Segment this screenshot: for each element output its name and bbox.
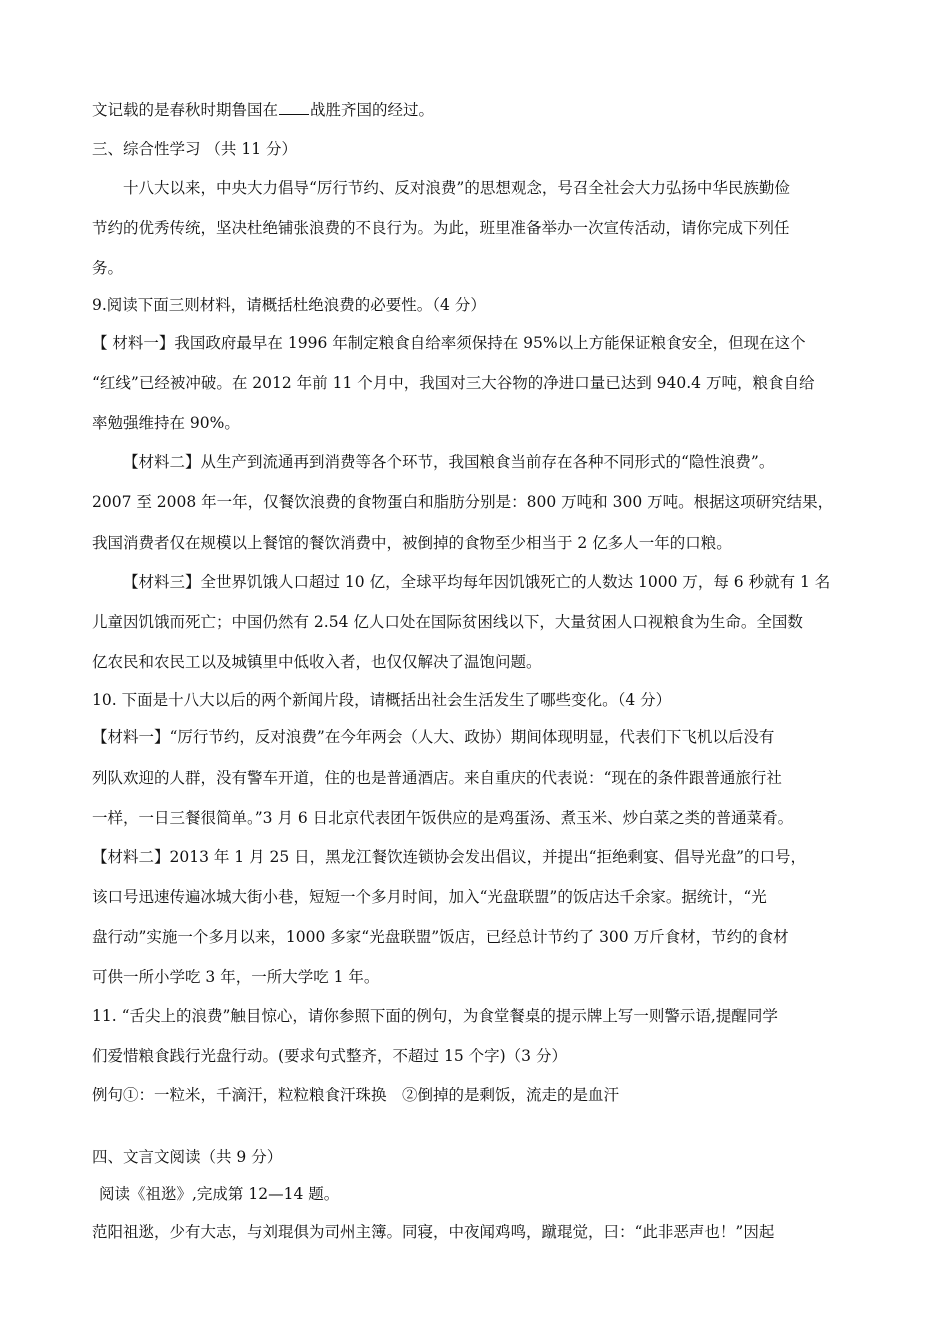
text-line-1 [92, 100, 434, 120]
text-line-15: 亿农民和农民工以及城镇里中低收入者，也仅仅解决了温饱问题。 [92, 653, 542, 671]
text-line-19: 一样，一日三餐很简单。”3 月 6 日北京代表团午饭供应的是鸡蛋汤、煮玉米、炒白菜之类的普通菜肴。 [92, 809, 794, 827]
text-line-22: 盘行动”实施一个多月以来，1000 多家“光盘联盟”饭店，已经总计节约了 300 万斤食材，节约的食材 [92, 928, 789, 946]
section-heading-3: 三、综合性学习 （共 11 分） [92, 140, 298, 158]
text-line-21: 该口号迅速传遍冰城大街小巷，短短一个多月时间，加入“光盘联盟”的饭店达千余家。据统计，“光 [92, 888, 767, 906]
text-line-1a: 文记载的是春秋时期鲁国在 [92, 101, 279, 119]
reading-instruction: 阅读《祖逖》,完成第 12—14 题。 [99, 1185, 340, 1203]
text-line-3: 十八大以来，中央大力倡导“厉行节约、反对浪费”的思想观念，号召全社会大力弘扬中华民族勤俭 [123, 179, 790, 197]
text-line-7: 【 材料一】我国政府最早在 1996 年制定粮食自给率须保持在 95%以上方能保证粮食安全，但现在这个 [92, 334, 806, 352]
fill-in-blank [279, 100, 309, 115]
classical-text-line-1: 范阳祖逖，少有大志，与刘琨俱为司州主簿。同寝，中夜闻鸡鸣，蹴琨觉，曰：“此非恶声也！”因起 [92, 1223, 775, 1241]
text-line-12: 我国消费者仅在规模以上餐馆的餐饮消费中，被倒掉的食物至少相当于 2 亿多人一年的口粮。 [92, 534, 732, 552]
example-sentences: 例句①：一粒米，千滴汗，粒粒粮食汗珠换 ②倒掉的是剩饭，流走的是血汗 [92, 1086, 620, 1104]
question-9: 9.阅读下面三则材料，请概括杜绝浪费的必要性。（4 分） [92, 296, 486, 314]
text-line-10: 【材料二】从生产到流通再到消费等各个环节，我国粮食当前存在各种不同形式的“隐性浪费”。 [123, 453, 775, 471]
text-line-23: 可供一所小学吃 3 年，一所大学吃 1 年。 [92, 968, 380, 986]
text-line-4: 节约的优秀传统，坚决杜绝铺张浪费的不良行为。为此，班里准备举办一次宣传活动，请你完成下列任 [92, 219, 790, 237]
text-line-9: 率勉强维持在 90%。 [92, 414, 240, 432]
text-line-5: 务。 [92, 259, 124, 277]
text-line-8: “红线”已经被冲破。在 2012 年前 11 个月中，我国对三大谷物的净进口量已达到 940.4 万吨，粮食自给 [92, 374, 815, 392]
text-line-20: 【材料二】2013 年 1 月 25 日，黑龙江餐饮连锁协会发出倡议，并提出“拒绝剩宴、倡导光盘”的口号， [92, 848, 807, 866]
section-heading-4: 四、文言文阅读（共 9 分） [92, 1148, 283, 1166]
text-line-13: 【材料三】全世界饥饿人口超过 10 亿，全球平均每年因饥饿死亡的人数达 1000 万，每 6 秒就有 1 名 [123, 573, 831, 591]
text-line-25: 们爱惜粮食践行光盘行动。(要求句式整齐，不超过 15 个字)（3 分） [92, 1047, 567, 1065]
text-line-17: 【材料一】“厉行节约，反对浪费”在今年两会（人大、政协）期间体现明显，代表们下飞机以后没有 [92, 728, 775, 746]
text-line-14: 儿童因饥饿而死亡；中国仍然有 2.54 亿人口处在国际贫困线以下，大量贫困人口视粮食为生命。全国数 [92, 613, 803, 631]
text-line-11: 2007 至 2008 年一年，仅餐饮浪费的食物蛋白和脂肪分别是：800 万吨和 300 万吨。根据这项研究结果， [92, 493, 834, 511]
question-10: 10. 下面是十八大以后的两个新闻片段，请概括出社会生活发生了哪些变化。（4 分） [92, 691, 672, 709]
text-line-1b: 战胜齐国的经过。 [310, 101, 435, 119]
question-11: 11. “舌尖上的浪费”触目惊心，请你参照下面的例句，为食堂餐桌的提示牌上写一则警示语,提醒同学 [92, 1007, 778, 1025]
text-line-18: 列队欢迎的人群，没有警车开道，住的也是普通酒店。来自重庆的代表说：“现在的条件跟普通旅行社 [92, 769, 782, 787]
